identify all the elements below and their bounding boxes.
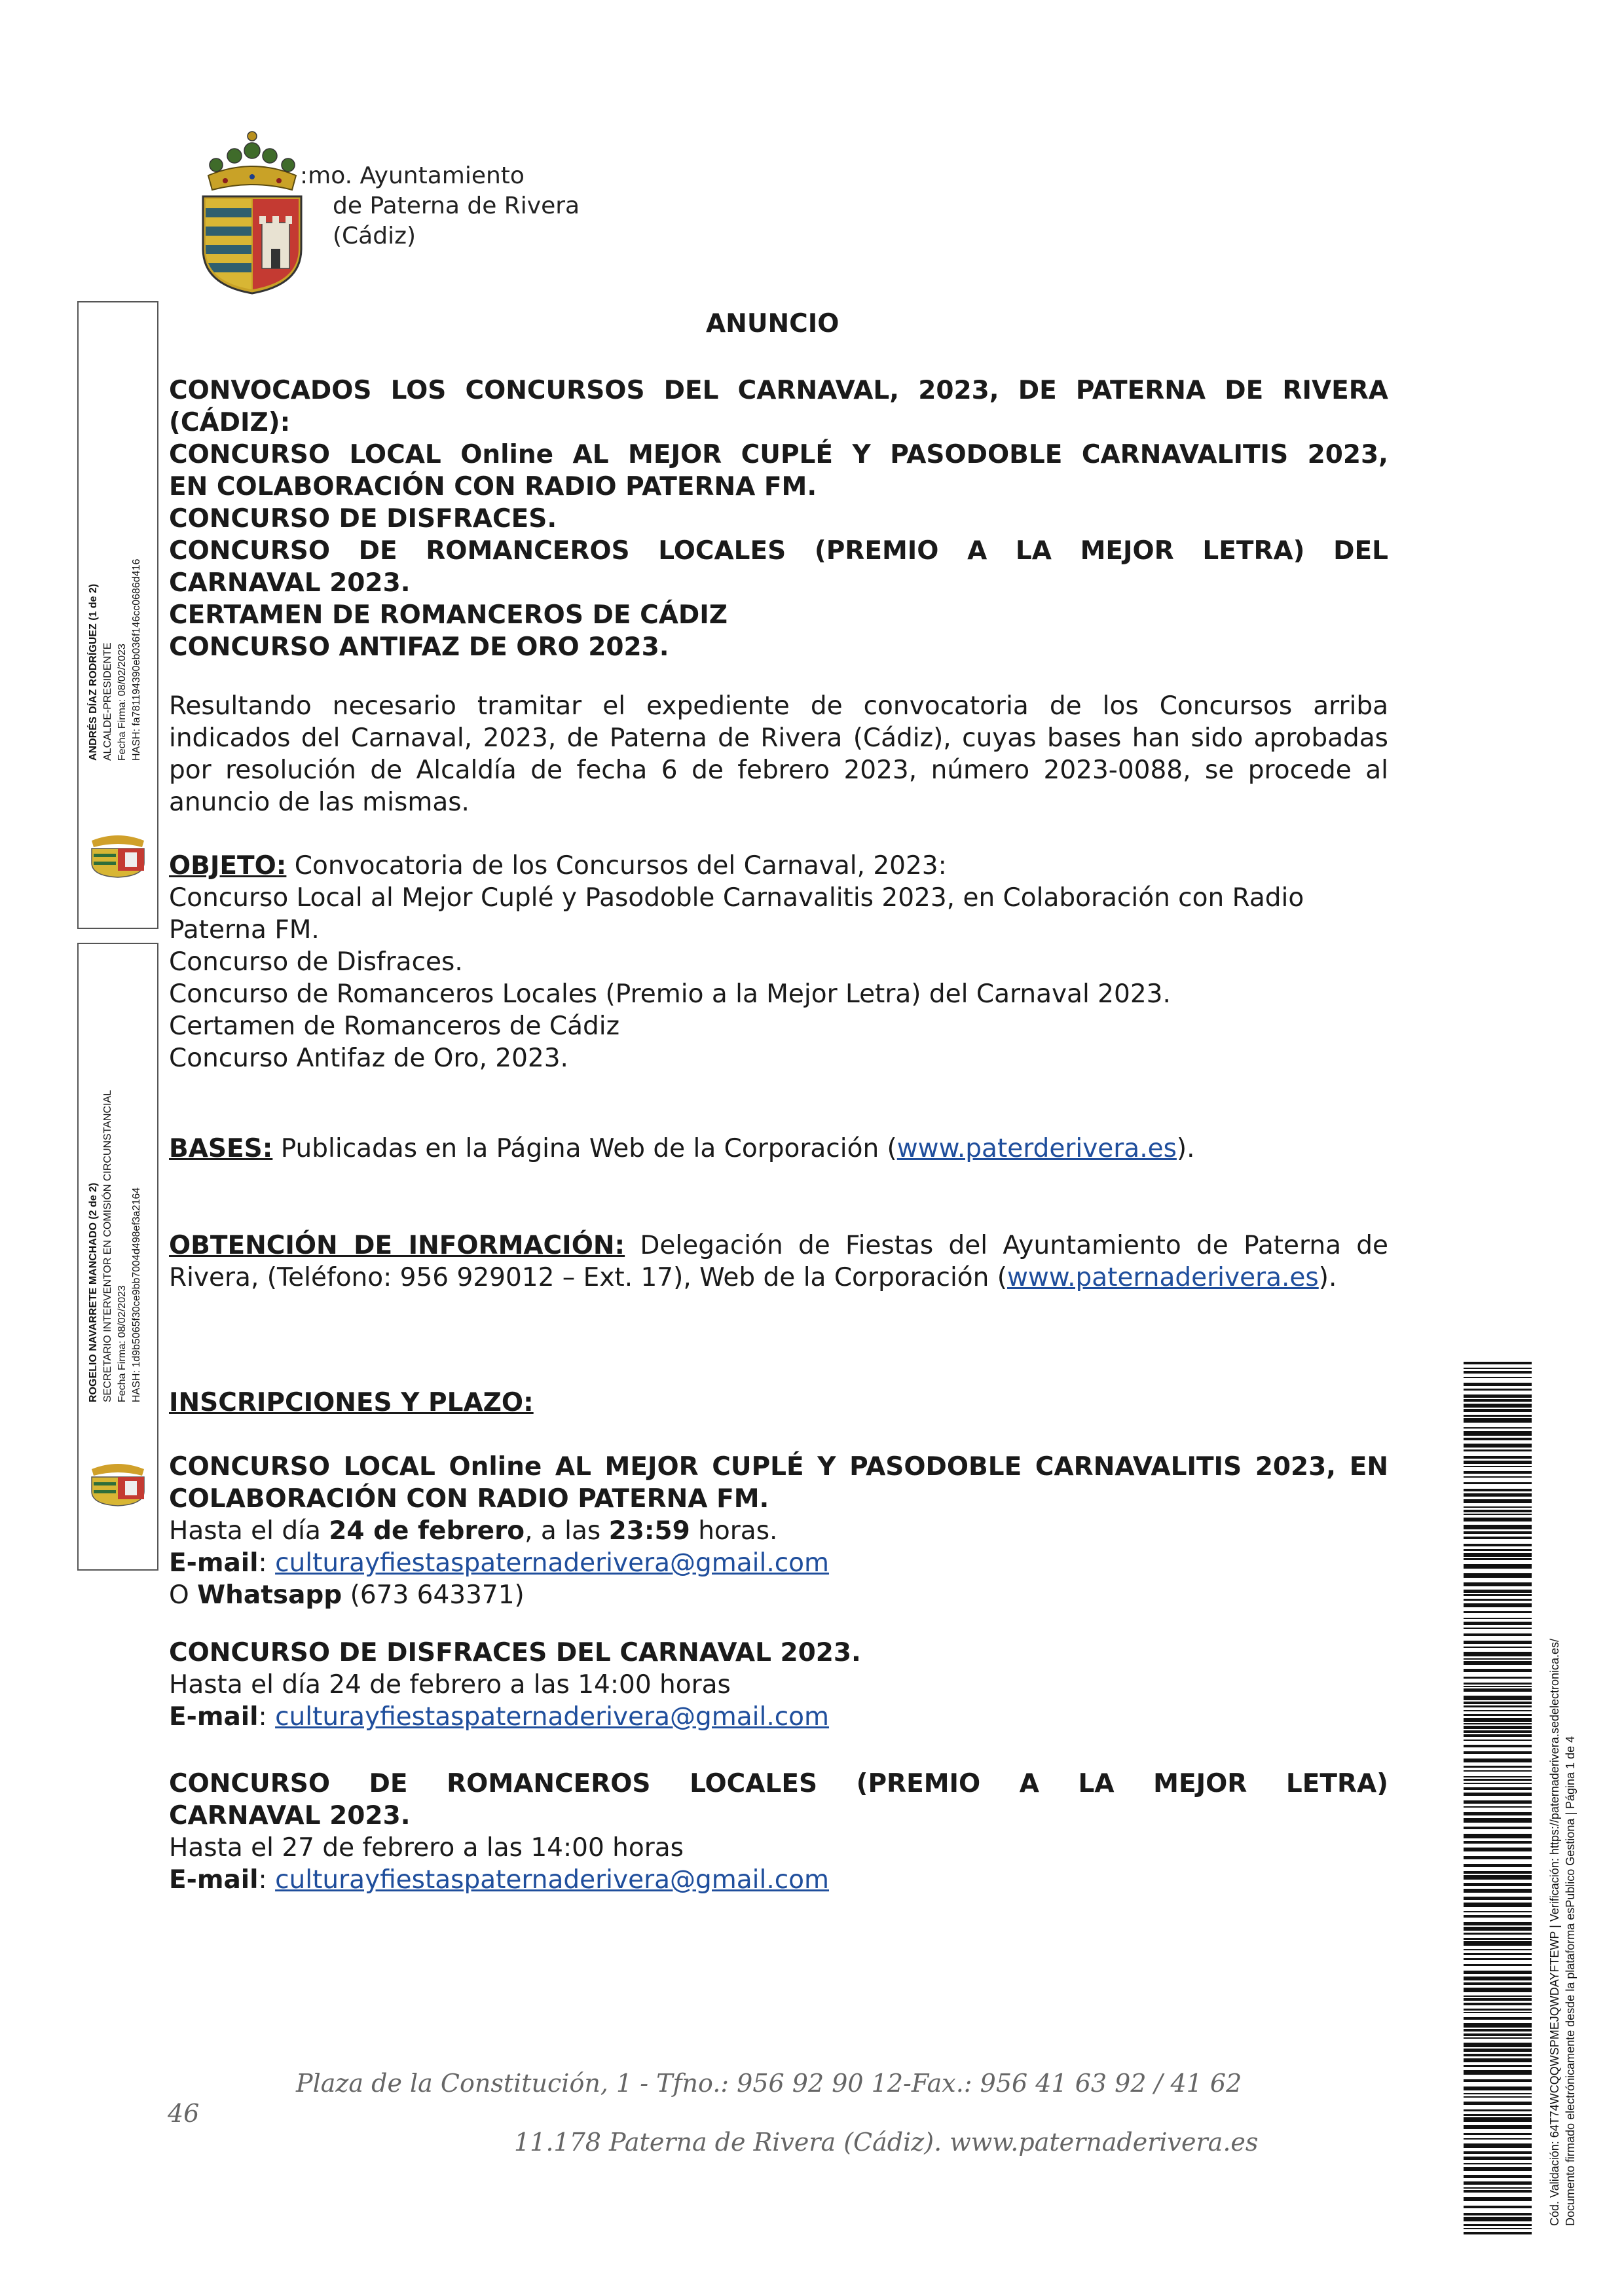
barcode-bar — [1464, 1499, 1532, 1503]
barcode-bar — [1464, 1628, 1532, 1629]
barcode-bar — [1464, 2157, 1532, 2160]
barcode-bar — [1464, 2037, 1532, 2039]
barcode-bar — [1464, 1793, 1532, 1796]
concurso-2-email-label: E-mail — [169, 1702, 259, 1732]
barcode-bar — [1464, 2125, 1532, 2129]
objeto-item-5: Concurso Antifaz de Oro, 2023. — [169, 1044, 568, 1073]
barcode-bar — [1464, 1841, 1532, 1844]
barcode-bar — [1464, 1806, 1532, 1808]
barcode-bar — [1464, 2102, 1532, 2105]
barcode-bar — [1464, 1686, 1532, 1687]
barcode-bar — [1464, 2151, 1532, 2154]
concurso-1-date: 24 de febrero — [329, 1516, 525, 1546]
barcode-bar — [1464, 1518, 1532, 1522]
inscripciones-label: INSCRIPCIONES Y PLAZO: — [169, 1388, 534, 1417]
concurso-3-title: CONCURSO DE ROMANCEROS LOCALES (PREMIO A LA MEJOR LETRA) — [169, 1769, 1388, 1798]
municipal-seal-icon — [82, 1455, 154, 1507]
barcode-bar — [1464, 1933, 1532, 1935]
objeto-section — [169, 850, 1388, 1074]
signature-box-1 — [77, 301, 158, 929]
barcode-bar — [1464, 1415, 1532, 1417]
barcode-bar — [1464, 1618, 1532, 1619]
objeto-item-2: Concurso de Disfraces. — [169, 947, 463, 977]
concurso-1-deadline-mid: , a las — [525, 1516, 609, 1546]
barcode-bar — [1464, 1573, 1532, 1578]
coat-of-arms-logo — [196, 124, 308, 295]
barcode-bar — [1464, 1889, 1532, 1893]
barcode-bar — [1464, 1510, 1532, 1512]
barcode-bar — [1464, 2012, 1532, 2013]
barcode-bar — [1464, 1493, 1532, 1497]
barcode-bar — [1464, 2217, 1532, 2221]
barcode-bar — [1464, 1702, 1532, 1704]
barcode-bar — [1464, 2109, 1532, 2111]
barcode-bar — [1464, 1734, 1532, 1737]
barcode-bar — [1464, 1394, 1532, 1398]
concurso-2-title: CONCURSO DE DISFRACES DEL CARNAVAL 2023. — [169, 1638, 861, 1667]
barcode-bar — [1464, 1751, 1532, 1754]
barcode-bar — [1464, 1949, 1532, 1950]
signature-2-role: SECRETARIO INTERVENTOR EN COMISIÓN CIRCUNSTANCIAL — [102, 1089, 113, 1402]
page-number: 46 — [168, 2099, 200, 2128]
barcode-bar — [1464, 1856, 1532, 1859]
barcode-bar — [1464, 2224, 1532, 2226]
barcode-bar — [1464, 1544, 1532, 1546]
barcode-bar — [1464, 1594, 1532, 1596]
heading-line-4: EN COLABORACIÓN CON RADIO PATERNA FM. — [169, 472, 817, 501]
barcode-bar — [1464, 2190, 1532, 2193]
barcode-bar — [1464, 1726, 1532, 1729]
barcode-bar — [1464, 1787, 1532, 1790]
barcode-bar — [1464, 1482, 1532, 1484]
barcode-bar — [1464, 1466, 1532, 1467]
barcode-bar — [1464, 2117, 1532, 2122]
barcode-bar — [1464, 1911, 1532, 1912]
barcode-bar — [1464, 2096, 1532, 2098]
barcode-bar — [1464, 1915, 1532, 1918]
signature-1-hash: HASH: fa781194390eb036f146cc0686d416 — [131, 558, 142, 761]
barcode-bar — [1464, 2143, 1532, 2148]
barcode-bar — [1464, 1827, 1532, 1829]
barcode-bar — [1464, 1903, 1532, 1907]
barcode-bar — [1464, 1558, 1532, 1560]
header-line-3: (Cádiz) — [333, 223, 416, 249]
barcode-bar — [1464, 1875, 1532, 1880]
signature-box-2 — [77, 943, 158, 1571]
barcode-bar — [1464, 1714, 1532, 1716]
barcode-bar — [1464, 1368, 1532, 1369]
barcode-bar — [1464, 1730, 1532, 1733]
signature-1-name: ANDRÉS DÍAZ RODRÍGUEZ (1 de 2) — [88, 583, 99, 761]
concurso-1-whatsapp-label: Whatsapp — [197, 1580, 342, 1610]
barcode-bar — [1464, 1848, 1532, 1851]
barcode-bar — [1464, 1834, 1532, 1838]
bases-text: Publicadas en la Página Web de la Corporación ( — [272, 1134, 897, 1163]
header-line-1: :mo. Ayuntamiento — [300, 162, 525, 189]
concurso-1-time: 23:59 — [608, 1516, 690, 1546]
barcode-bar — [1464, 1688, 1532, 1692]
barcode-bar — [1464, 2049, 1532, 2052]
barcode-bar — [1464, 1564, 1532, 1569]
barcode-bar — [1464, 1471, 1532, 1474]
document-title: ANUNCIO — [706, 309, 840, 338]
barcode-bar — [1464, 2206, 1532, 2208]
bases-after: ). — [1176, 1134, 1195, 1163]
concurso-1-section — [169, 1451, 1388, 1611]
validation-line-2: Documento firmado electrónicamente desde la plataforma esPublico Gestiona | Página 1 de 4 — [1564, 1736, 1577, 2226]
barcode-bar — [1464, 1418, 1532, 1423]
barcode-bar — [1464, 2065, 1532, 2067]
barcode-bar — [1464, 1514, 1532, 1515]
barcode-bar — [1464, 1770, 1532, 1772]
barcode-bar — [1464, 1758, 1532, 1762]
bases-link[interactable]: www.paterderivera.es — [896, 1134, 1177, 1163]
bases-section — [169, 1133, 1388, 1165]
barcode-bar — [1464, 1938, 1532, 1940]
signature-2-text — [86, 1090, 144, 1402]
concurso-1-whatsapp-number: (673 643371) — [342, 1580, 525, 1610]
barcode-bar — [1464, 2079, 1532, 2082]
objeto-text: Convocatoria de los Concursos del Carnaval, 2023: — [286, 851, 947, 881]
barcode-bar — [1464, 2175, 1532, 2178]
barcode-bar — [1464, 1431, 1532, 1436]
concurso-3-email-label: E-mail — [169, 1865, 259, 1895]
barcode-bar — [1464, 1362, 1532, 1364]
concurso-1-wa-pre: O — [169, 1580, 198, 1610]
concurso-3-deadline: Hasta el 27 de febrero a las 14:00 horas — [169, 1833, 684, 1863]
info-text: Delegación de Fiestas del Ayuntamiento de Paterna de Rivera, (Teléfono: 956 929012 – Ext. 17), Web de la Corporación ( — [169, 1231, 1388, 1292]
concurso-1-title: CONCURSO LOCAL Online AL MEJOR CUPLÉ Y PASODOBLE CARNAVALITIS 2023, EN COLABORACIÓN CON RADIO PATERNA FM. — [169, 1452, 1388, 1514]
barcode-bar — [1464, 1444, 1532, 1448]
barcode-bar — [1464, 1696, 1532, 1700]
concurso-1-deadline — [169, 1515, 1388, 1547]
barcode-bar — [1464, 1404, 1532, 1408]
barcode-bar — [1464, 2197, 1532, 2201]
concurso-3-section — [169, 1768, 1388, 1896]
barcode-bar — [1464, 1489, 1532, 1491]
barcode-bar — [1464, 1641, 1532, 1644]
colon: : — [258, 1702, 276, 1732]
barcode-bar — [1464, 1611, 1532, 1613]
signature-2-name: ROGELIO NAVARRETE MANCHADO (2 de 2) — [88, 1182, 99, 1402]
barcode-bar — [1464, 1669, 1532, 1672]
heading-line-9: CONCURSO ANTIFAZ DE ORO 2023. — [169, 632, 669, 662]
barcode-bar — [1464, 2003, 1532, 2005]
signature-2-hash: HASH: 1d9b5065f30ce9bb7004d498ef3a2164 — [131, 1187, 142, 1402]
barcode-bar — [1464, 1652, 1532, 1656]
barcode-bar — [1464, 1371, 1532, 1374]
barcode-bar — [1464, 1658, 1532, 1660]
barcode-bar — [1464, 2070, 1532, 2075]
barcode-bar — [1464, 2033, 1532, 2036]
barcode-bar — [1464, 1389, 1532, 1391]
barcode-bar — [1464, 1723, 1532, 1724]
barcode-bar — [1464, 1783, 1532, 1784]
barcode-bar — [1464, 1922, 1532, 1925]
barcode-bar — [1464, 1399, 1532, 1402]
barcode-bar — [1464, 1461, 1532, 1464]
heading-line-1: CONVOCADOS LOS CONCURSOS DEL CARNAVAL, 2023, DE PATERNA DE RIVERA — [169, 376, 1388, 405]
validation-text — [1547, 1639, 1578, 2226]
barcode-bar — [1464, 1766, 1532, 1768]
concurso-3-email-link[interactable]: culturayfiestaspaternaderivera@gmail.com — [275, 1865, 830, 1895]
barcode-bar — [1464, 2138, 1532, 2140]
concurso-1-deadline-post: horas. — [690, 1516, 778, 1546]
barcode-bar — [1464, 1377, 1532, 1378]
concurso-2-section — [169, 1637, 1388, 1733]
heading-line-7: CARNAVAL 2023. — [169, 568, 411, 598]
barcode-bar — [1464, 1718, 1532, 1722]
barcode-bar — [1464, 2043, 1532, 2047]
heading-line-3: CONCURSO LOCAL Online AL MEJOR CUPLÉ Y PASODOBLE CARNAVALITIS 2023, — [169, 440, 1388, 469]
concurso-2-email-link[interactable]: culturayfiestaspaternaderivera@gmail.com — [275, 1702, 830, 1732]
validation-line-1: Cód. Validación: 64T74WCQQWSPMEJQWDAYFTEWP | Verificación: https://paternaderivera.sedelectronica.es/ — [1548, 1638, 1561, 2226]
barcode-bar — [1464, 2086, 1532, 2090]
info-section — [169, 1230, 1388, 1294]
barcode-bar — [1464, 1622, 1532, 1625]
barcode-bar — [1464, 1897, 1532, 1900]
barcode-bar — [1464, 1779, 1532, 1781]
headings-block — [169, 374, 1388, 663]
info-link[interactable]: www.paternaderivera.es — [1006, 1263, 1319, 1292]
barcode-bar — [1464, 2187, 1532, 2189]
barcode-bar — [1464, 1745, 1532, 1747]
barcode-bar — [1464, 2009, 1532, 2011]
barcode-bar — [1464, 1883, 1532, 1886]
barcode-bar — [1464, 1941, 1532, 1946]
barcode-bar — [1464, 1958, 1532, 1960]
barcode-bar — [1464, 1988, 1532, 1992]
signature-1-text — [86, 559, 144, 761]
info-after: ). — [1318, 1263, 1337, 1292]
barcode-bar — [1464, 2029, 1532, 2032]
barcode-bar — [1464, 1553, 1532, 1557]
barcode-bar — [1464, 1705, 1532, 1707]
barcode-bar — [1464, 1871, 1532, 1874]
barcode-bar — [1464, 1661, 1532, 1665]
barcode-bar — [1464, 1633, 1532, 1636]
barcode-bar — [1464, 1927, 1532, 1931]
barcode-bar — [1464, 1456, 1532, 1459]
barcode-bar — [1464, 1647, 1532, 1648]
barcode-bar — [1464, 2232, 1532, 2234]
barcode-bar — [1464, 1603, 1532, 1607]
barcode-bar — [1464, 1537, 1532, 1539]
colon: : — [258, 1865, 276, 1895]
concurso-2-deadline: Hasta el día 24 de febrero a las 14:00 horas — [169, 1670, 731, 1700]
heading-line-8: CERTAMEN DE ROMANCEROS DE CÁDIZ — [169, 600, 728, 630]
concurso-1-email-label: E-mail — [169, 1548, 259, 1578]
objeto-item-3: Concurso de Romanceros Locales (Premio a la Mejor Letra) del Carnaval 2023. — [169, 979, 1171, 1009]
barcode-bar — [1464, 2133, 1532, 2135]
barcode-bar — [1464, 2163, 1532, 2164]
concurso-1-deadline-pre: Hasta el día — [169, 1516, 329, 1546]
barcode-bar — [1464, 1599, 1532, 1601]
barcode-bar — [1464, 1449, 1532, 1451]
barcode-bar — [1464, 2167, 1532, 2171]
objeto-label: OBJETO: — [169, 851, 287, 881]
colon: : — [258, 1548, 276, 1578]
barcode-bar — [1464, 1812, 1532, 1815]
barcode-bar — [1464, 1818, 1532, 1823]
barcode-bar — [1464, 1953, 1532, 1955]
signature-2-date: Fecha Firma: 08/02/2023 — [117, 1285, 128, 1402]
barcode-bar — [1464, 1800, 1532, 1804]
concurso-1-email-link[interactable]: culturayfiestaspaternaderivera@gmail.com — [275, 1548, 830, 1578]
crown-icon — [208, 132, 296, 190]
barcode-bar — [1464, 1525, 1532, 1529]
barcode-bar — [1464, 1710, 1532, 1711]
barcode-bar — [1464, 2228, 1532, 2229]
intro-paragraph: Resultando necesario tramitar el expediente de convocatoria de los Concursos arriba indicados del Carnaval, 2023, de Paterna de Rivera (Cádiz), cuyas bases han sido aprobadas por resolución de Alcaldía de fecha 6 de febrero 2023, número 2023-0088, se procede al anuncio de las mismas. — [169, 691, 1388, 817]
heading-line-5: CONCURSO DE DISFRACES. — [169, 504, 557, 534]
barcode-bar — [1464, 2114, 1532, 2116]
barcode-bar — [1464, 1776, 1532, 1777]
barcode-bar — [1464, 2093, 1532, 2094]
barcode-bar — [1464, 2017, 1532, 2020]
barcode-bar — [1464, 1683, 1532, 1685]
barcode-bar — [1464, 1677, 1532, 1679]
bases-label: BASES: — [169, 1134, 273, 1163]
signature-1-role: ALCALDE-PRESIDENTE — [102, 642, 113, 761]
barcode-bar — [1464, 1982, 1532, 1985]
barcode-bar — [1464, 1740, 1532, 1741]
objeto-item-1: Concurso Local al Mejor Cuplé y Pasodoble Carnavalitis 2023, en Colaboración con Radio Paterna FM. — [169, 883, 1304, 945]
header-line-2: de Paterna de Rivera — [333, 192, 580, 219]
barcode-bar — [1464, 2181, 1532, 2185]
barcode-bar — [1464, 1409, 1532, 1412]
barcode-bar — [1464, 1864, 1532, 1867]
barcode-bar — [1464, 1427, 1532, 1429]
footer-address: Plaza de la Constitución, 1 - Tfno.: 956 92 90 12-Fax.: 956 41 63 92 / 41 62 — [296, 2069, 1242, 2098]
barcode-bar — [1464, 1582, 1532, 1586]
barcode-bar — [1464, 1438, 1532, 1440]
barcode-bar — [1464, 1995, 1532, 1997]
barcode-bar — [1464, 1971, 1532, 1974]
concurso-3-title-2: CARNAVAL 2023. — [169, 1801, 411, 1831]
barcode-bar — [1464, 1590, 1532, 1593]
barcode-bar — [1464, 1506, 1532, 1508]
objeto-item-4: Certamen de Romanceros de Cádiz — [169, 1011, 620, 1041]
barcode-bar — [1464, 1476, 1532, 1478]
municipal-seal-icon — [82, 826, 154, 879]
heading-line-2: (CÁDIZ): — [169, 408, 291, 437]
barcode-bar — [1464, 2054, 1532, 2056]
barcode-bar — [1464, 1531, 1532, 1534]
barcode-bar — [1464, 1549, 1532, 1551]
barcode-bar — [1464, 2058, 1532, 2062]
heading-line-6: CONCURSO DE ROMANCEROS LOCALES (PREMIO A LA MEJOR LETRA) DEL — [169, 536, 1388, 566]
barcode-bar — [1464, 1383, 1532, 1386]
barcode-bar — [1464, 1977, 1532, 1980]
barcode-icon — [1464, 1362, 1532, 2236]
info-label: OBTENCIÓN DE INFORMACIÓN: — [169, 1231, 625, 1260]
barcode-bar — [1464, 1998, 1532, 2001]
barcode-bar — [1464, 2023, 1532, 2028]
signature-1-date: Fecha Firma: 08/02/2023 — [117, 644, 128, 761]
barcode-bar — [1464, 1964, 1532, 1966]
footer-city: 11.178 Paterna de Rivera (Cádiz). www.paternaderivera.es — [514, 2128, 1259, 2157]
barcode-bar — [1464, 2213, 1532, 2215]
